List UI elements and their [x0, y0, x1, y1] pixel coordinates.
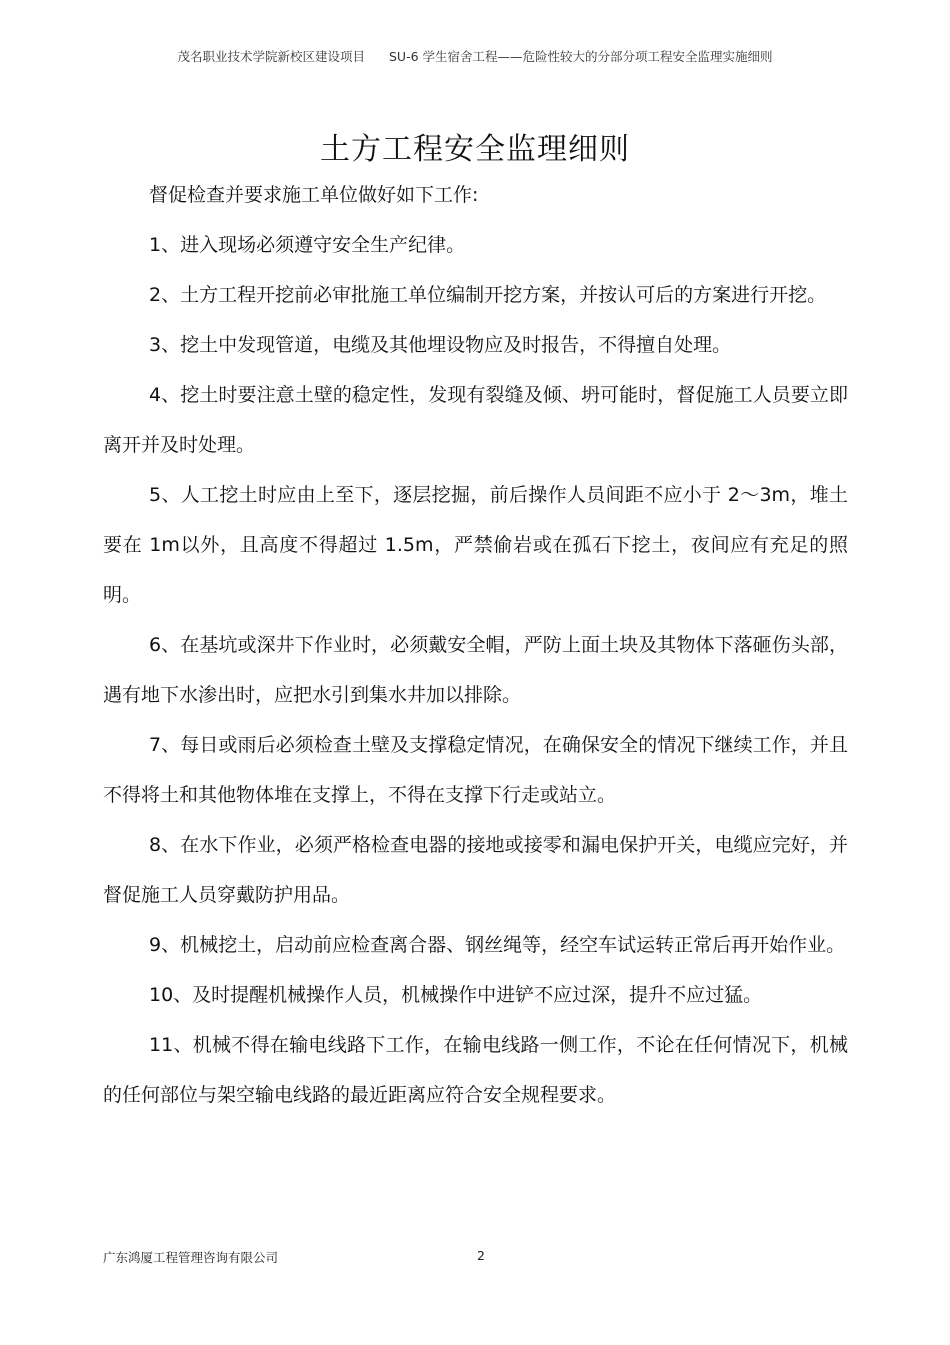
list-item-1: 1、进入现场必须遵守安全生产纪律。	[149, 234, 466, 256]
list-item-4: 4、挖土时要注意土壁的稳定性，发现有裂缝及倾、坍可能时，督促施工人员要立即离开并及时处理。	[103, 384, 848, 456]
header-document-name: SU-6 学生宿舍工程——危险性较大的分部分项工程安全监理实施细则	[388, 49, 773, 64]
list-item-5: 5、人工挖土时应由上至下，逐层挖掘，前后操作人员间距不应小于 2～3m，堆土要在 1m以外，且高度不得超过 1.5m，严禁偷岩或在孤石下挖土，夜间应有充足的照明。	[103, 484, 848, 606]
page-title: 土方工程安全监理细则	[320, 132, 630, 167]
list-item-6: 6、在基坑或深井下作业时，必须戴安全帽，严防上面土块及其物体下落砸伤头部，遇有地下水渗出时，应把水引到集水井加以排除。	[103, 634, 848, 706]
list-item-11: 11、机械不得在输电线路下工作，在输电线路一侧工作，不论在任何情况下，机械的任何部位与架空输电线路的最近距离应符合安全规程要求。	[103, 1034, 848, 1106]
footer-company: 广东鸿厦工程管理咨询有限公司	[103, 1250, 279, 1265]
document-body	[103, 170, 848, 1120]
list-item-2: 2、土方工程开挖前必审批施工单位编制开挖方案，并按认可后的方案进行开挖。	[149, 284, 827, 306]
list-item-8: 8、在水下作业，必须严格检查电器的接地或接零和漏电保护开关，电缆应完好，并督促施工人员穿戴防护用品。	[103, 834, 848, 906]
list-item-9: 9、机械挖土，启动前应检查离合器、钢丝绳等，经空车试运转正常后再开始作业。	[149, 934, 846, 956]
page-header	[0, 47, 950, 65]
list-item-3: 3、挖土中发现管道，电缆及其他埋设物应及时报告，不得擅自处理。	[149, 334, 732, 356]
list-item-10: 10、及时提醒机械操作人员，机械操作中进铲不应过深，提升不应过猛。	[149, 984, 763, 1006]
footer-page-number: 2	[477, 1248, 485, 1263]
header-project-name: 茂名职业技术学院新校区建设项目	[177, 49, 365, 64]
list-item-7: 7、每日或雨后必须检查土壁及支撑稳定情况，在确保安全的情况下继续工作，并且不得将土和其他物体堆在支撑上，不得在支撑下行走或站立。	[103, 734, 848, 806]
intro-paragraph: 督促检查并要求施工单位做好如下工作:	[149, 184, 479, 206]
